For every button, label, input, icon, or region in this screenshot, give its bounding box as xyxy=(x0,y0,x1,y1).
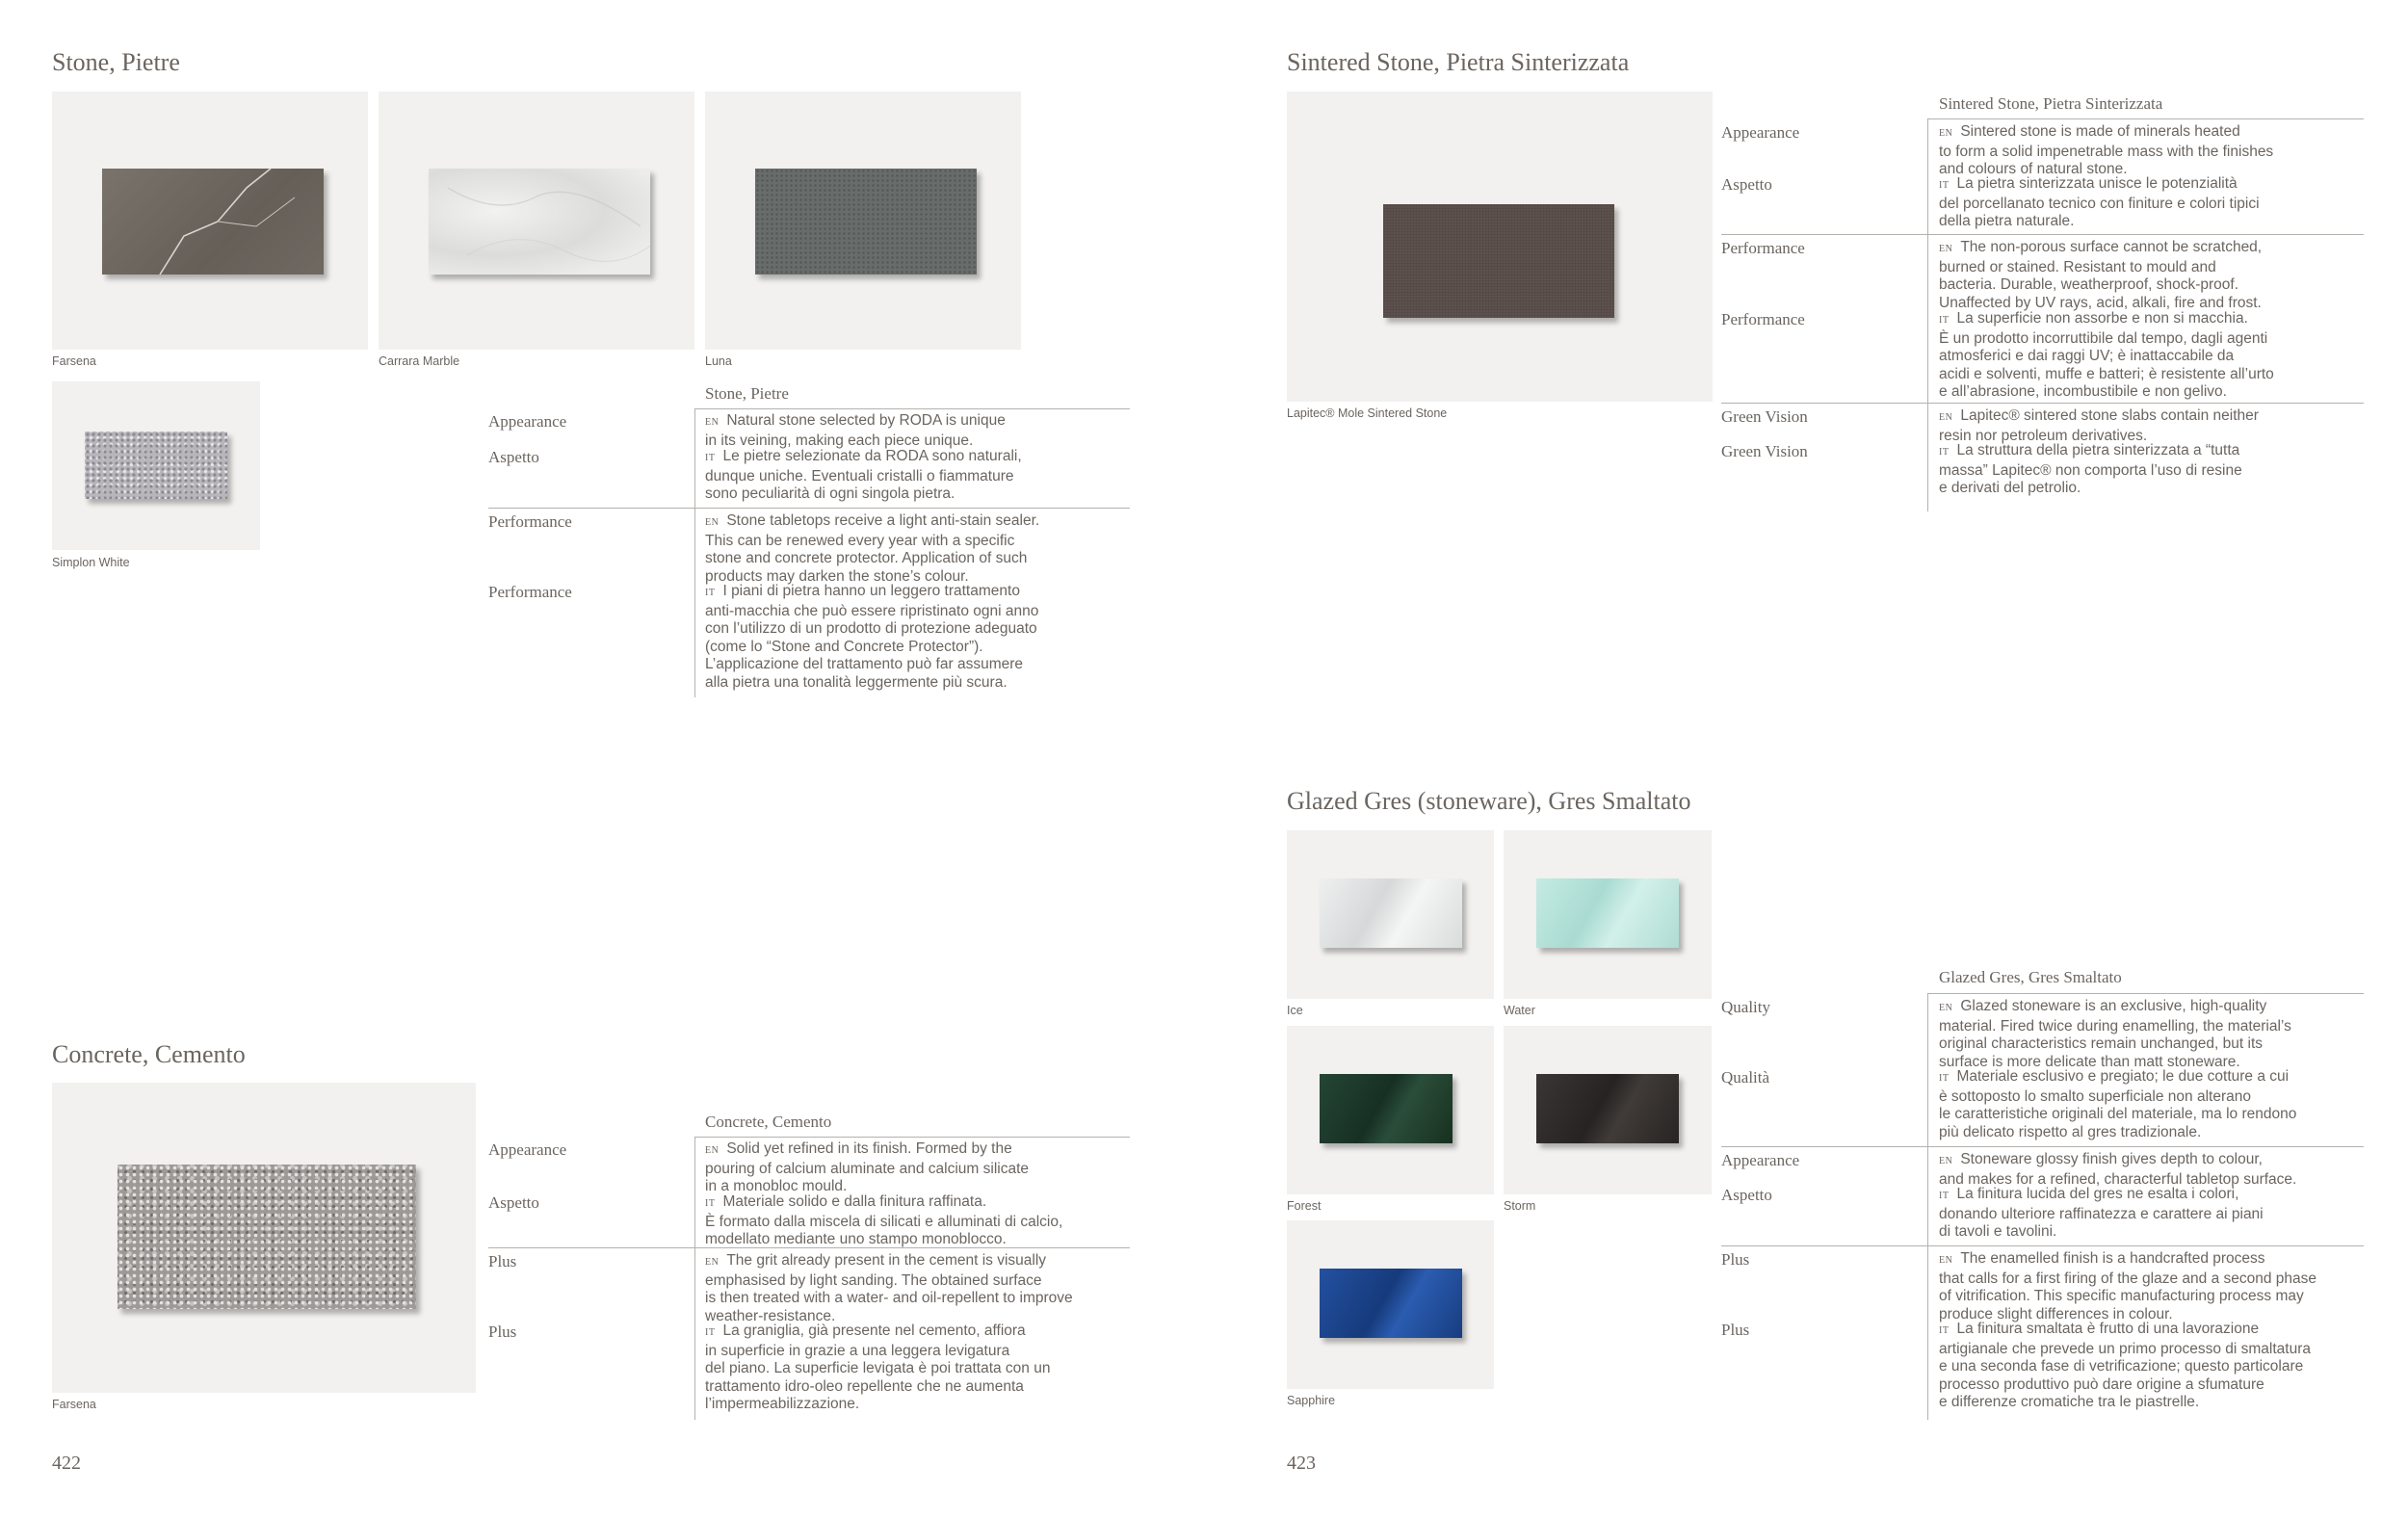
caption-sapphire: Sapphire xyxy=(1287,1394,1336,1407)
glazed-sample-tile xyxy=(1320,1269,1462,1338)
stone-performance-it: IT I piani di pietra hanno un leggero trattamento anti-macchia che può essere ripristinato ogni anno con l’utilizzo di un prodotto di protezione adeguato (come lo “Stone and Concrete Protector”). L’applicazione del trattamento può far assumere alla pietra una tonalità leggermente più scura. xyxy=(705,583,1039,691)
swatch-luna xyxy=(705,92,1021,350)
stone-performance-en: EN Stone tabletops receive a light anti-stain sealer. This can be renewed every year with a specific stone and concrete protector. Application of such products may darken the stone’s colour. xyxy=(705,512,1040,585)
glazed-title: Glazed Gres (stoneware), Gres Smaltato xyxy=(1287,787,1691,815)
caption-water: Water xyxy=(1504,1004,1535,1017)
table-divider xyxy=(1721,403,2364,404)
glazed-plus-en: EN The enamelled finish is a handcrafted process that calls for a first firing of the glaze and a second phase of vitrification. This specific manufacturing process may produce slight differences in colour. xyxy=(1939,1250,2317,1323)
stone-sample-tile xyxy=(429,169,650,275)
glazed-quality-en: EN Glazed stoneware is an exclusive, high-quality material. Fired twice during enamelling, the material’s original characteristics remain unchanged, but its surface is more delicate than matt stoneware. xyxy=(1939,998,2291,1070)
swatch-ice xyxy=(1287,830,1494,999)
swatch-farsena xyxy=(52,92,368,350)
concrete-appearance-it: IT Materiale solido e dalla finitura raffinata. È formato dalla miscela di silicati e alluminati di calcio, modellato mediante uno stampo monoblocco. xyxy=(705,1193,1063,1247)
concrete-plus-en: EN The grit already present in the cement is visually emphasised by light sanding. The obtained surface is then treated with a water- and oil-repellent to improve weather-resistance. xyxy=(705,1252,1073,1324)
swatch-lapitec-mole xyxy=(1287,92,1713,402)
concrete-plus-it: IT La graniglia, già presente nel cemento, affiora in superficie in grazie a una leggera levigatura del piano. La superficie levigata è poi trattata con un trattamento idro-oleo repellente che ne aumenta l’impermeabilizzazione. xyxy=(705,1323,1051,1412)
stone-sample-tile xyxy=(755,169,977,275)
label-quality: Quality xyxy=(1721,998,1770,1016)
label-appearance: Appearance xyxy=(488,1140,567,1159)
sintered-appearance-en: EN Sintered stone is made of minerals heated to form a solid impenetrable mass with the finishes and colours of natural stone. xyxy=(1939,123,2274,177)
label-appearance: Appearance xyxy=(1721,123,1800,142)
label-performance: Performance xyxy=(1721,239,1805,257)
table-divider xyxy=(488,1247,1130,1248)
glazed-appearance-en: EN Stoneware glossy finish gives depth to colour, and makes for a refined, characterful tabletop surface. xyxy=(1939,1151,2297,1188)
stone-sample-tile xyxy=(102,169,324,275)
swatch-forest xyxy=(1287,1026,1494,1194)
table-divider xyxy=(695,1137,1130,1138)
glazed-sample-tile xyxy=(1536,878,1679,948)
table-divider xyxy=(1721,1245,2364,1246)
swatch-concrete-farsena xyxy=(52,1083,476,1393)
table-column-divider xyxy=(1927,118,1928,511)
table-divider xyxy=(695,408,1130,409)
table-divider xyxy=(488,508,1130,509)
sintered-performance-it: IT La superficie non assorbe e non si macchia. È un prodotto incorruttibile dal tempo, dagli agenti atmosferici e dai raggi UV; è inattaccabile da acidi e solventi, muffe e batteri; è resistente all’urto e all’abrasione, incombustibile e non gelivo. xyxy=(1939,310,2274,400)
swatch-carrara-marble xyxy=(379,92,694,350)
label-performance-it: Performance xyxy=(488,583,572,601)
vein-pattern xyxy=(102,169,324,275)
label-appearance: Appearance xyxy=(1721,1151,1800,1169)
caption-farsena: Farsena xyxy=(52,354,96,368)
caption-storm: Storm xyxy=(1504,1199,1536,1213)
stone-sample-tile xyxy=(85,432,227,499)
swatch-storm xyxy=(1504,1026,1712,1194)
caption-concrete-farsena: Farsena xyxy=(52,1398,96,1411)
concrete-title: Concrete, Cemento xyxy=(52,1040,246,1068)
label-aspetto: Aspetto xyxy=(1721,1186,1772,1204)
label-aspetto: Aspetto xyxy=(488,448,539,466)
stone-appearance-it: IT Le pietre selezionate da RODA sono naturali, dunque uniche. Eventuali cristalli o fiammature sono peculiarità di ogni singola pietra. xyxy=(705,448,1022,502)
glazed-quality-it: IT Materiale esclusivo e pregiato; le due cotture a cui è sottoposto lo smalto superficiale non alterano le caratteristiche originali del materiale, ma lo rendono più delicato rispetto al gres tradizionale. xyxy=(1939,1068,2297,1140)
concrete-table-header: Concrete, Cemento xyxy=(705,1113,832,1131)
table-divider xyxy=(1928,993,2364,994)
swatch-simplon-white xyxy=(52,381,260,550)
glazed-table-header: Glazed Gres, Gres Smaltato xyxy=(1939,968,2122,986)
table-divider xyxy=(1721,234,2364,235)
sintered-appearance-it: IT La pietra sinterizzata unisce le potenzialità del porcellanato tecnico con finiture e colori tipici della pietra naturale. xyxy=(1939,175,2260,229)
label-qualita: Qualità xyxy=(1721,1068,1770,1087)
vein-pattern xyxy=(429,169,650,275)
glazed-plus-it: IT La finitura smaltata è frutto di una lavorazione artigianale che prevede un primo processo di smaltatura e una seconda fase di vetrificazione; questo particolare processo produttivo può dare origine a sfumature e differenze cromatiche tra le piastrelle. xyxy=(1939,1321,2311,1410)
sintered-table-header: Sintered Stone, Pietra Sinterizzata xyxy=(1939,94,2163,113)
table-divider xyxy=(1928,118,2364,119)
stone-table-header: Stone, Pietre xyxy=(705,384,789,403)
sintered-green-it: IT La struttura della pietra sinterizzata a “tutta massa” Lapitec® non comporta l’uso di resine e derivati del petrolio. xyxy=(1939,442,2242,496)
label-plus: Plus xyxy=(488,1252,517,1270)
table-column-divider xyxy=(1927,993,1928,1420)
stone-title: Stone, Pietre xyxy=(52,48,180,76)
label-appearance: Appearance xyxy=(488,412,567,431)
sintered-sample-tile xyxy=(1383,204,1614,318)
glazed-sample-tile xyxy=(1320,878,1462,948)
page-number-right: 423 xyxy=(1287,1453,1316,1474)
concrete-sample-tile xyxy=(118,1165,416,1309)
label-performance-it: Performance xyxy=(1721,310,1805,328)
label-green-vision-it: Green Vision xyxy=(1721,442,1808,460)
caption-carrara-marble: Carrara Marble xyxy=(379,354,460,368)
swatch-water xyxy=(1504,830,1712,999)
swatch-sapphire xyxy=(1287,1220,1494,1389)
caption-lapitec-mole: Lapitec® Mole Sintered Stone xyxy=(1287,406,1448,420)
label-aspetto: Aspetto xyxy=(488,1193,539,1212)
sintered-title: Sintered Stone, Pietra Sinterizzata xyxy=(1287,48,1630,76)
table-divider xyxy=(1721,1146,2364,1147)
label-green-vision: Green Vision xyxy=(1721,407,1808,426)
label-plus-it: Plus xyxy=(1721,1321,1750,1339)
label-performance: Performance xyxy=(488,512,572,531)
glazed-sample-tile xyxy=(1320,1074,1453,1143)
caption-luna: Luna xyxy=(705,354,732,368)
caption-forest: Forest xyxy=(1287,1199,1322,1213)
caption-simplon-white: Simplon White xyxy=(52,556,130,569)
caption-ice: Ice xyxy=(1287,1004,1303,1017)
table-column-divider xyxy=(694,408,695,697)
page-number-left: 422 xyxy=(52,1453,81,1474)
sintered-green-en: EN Lapitec® sintered stone slabs contain neither resin nor petroleum derivatives. xyxy=(1939,407,2259,444)
label-aspetto: Aspetto xyxy=(1721,175,1772,194)
stone-appearance-en: EN Natural stone selected by RODA is unique in its veining, making each piece unique. xyxy=(705,412,1006,449)
concrete-appearance-en: EN Solid yet refined in its finish. Formed by the pouring of calcium aluminate and calcium silicate in a monobloc mould. xyxy=(705,1140,1029,1194)
sintered-performance-en: EN The non-porous surface cannot be scratched, burned or stained. Resistant to mould and bacteria. Durable, weatherproof, shock-proof. Unaffected by UV rays, acid, alkali, fire and frost. xyxy=(1939,239,2263,311)
glazed-appearance-it: IT La finitura lucida del gres ne esalta i colori, donando ulteriore raffinatezza e carattere ai piani di tavoli e tavolini. xyxy=(1939,1186,2264,1240)
table-column-divider xyxy=(694,1137,695,1420)
label-plus-it: Plus xyxy=(488,1323,517,1341)
label-plus: Plus xyxy=(1721,1250,1750,1269)
glazed-sample-tile xyxy=(1536,1074,1679,1143)
